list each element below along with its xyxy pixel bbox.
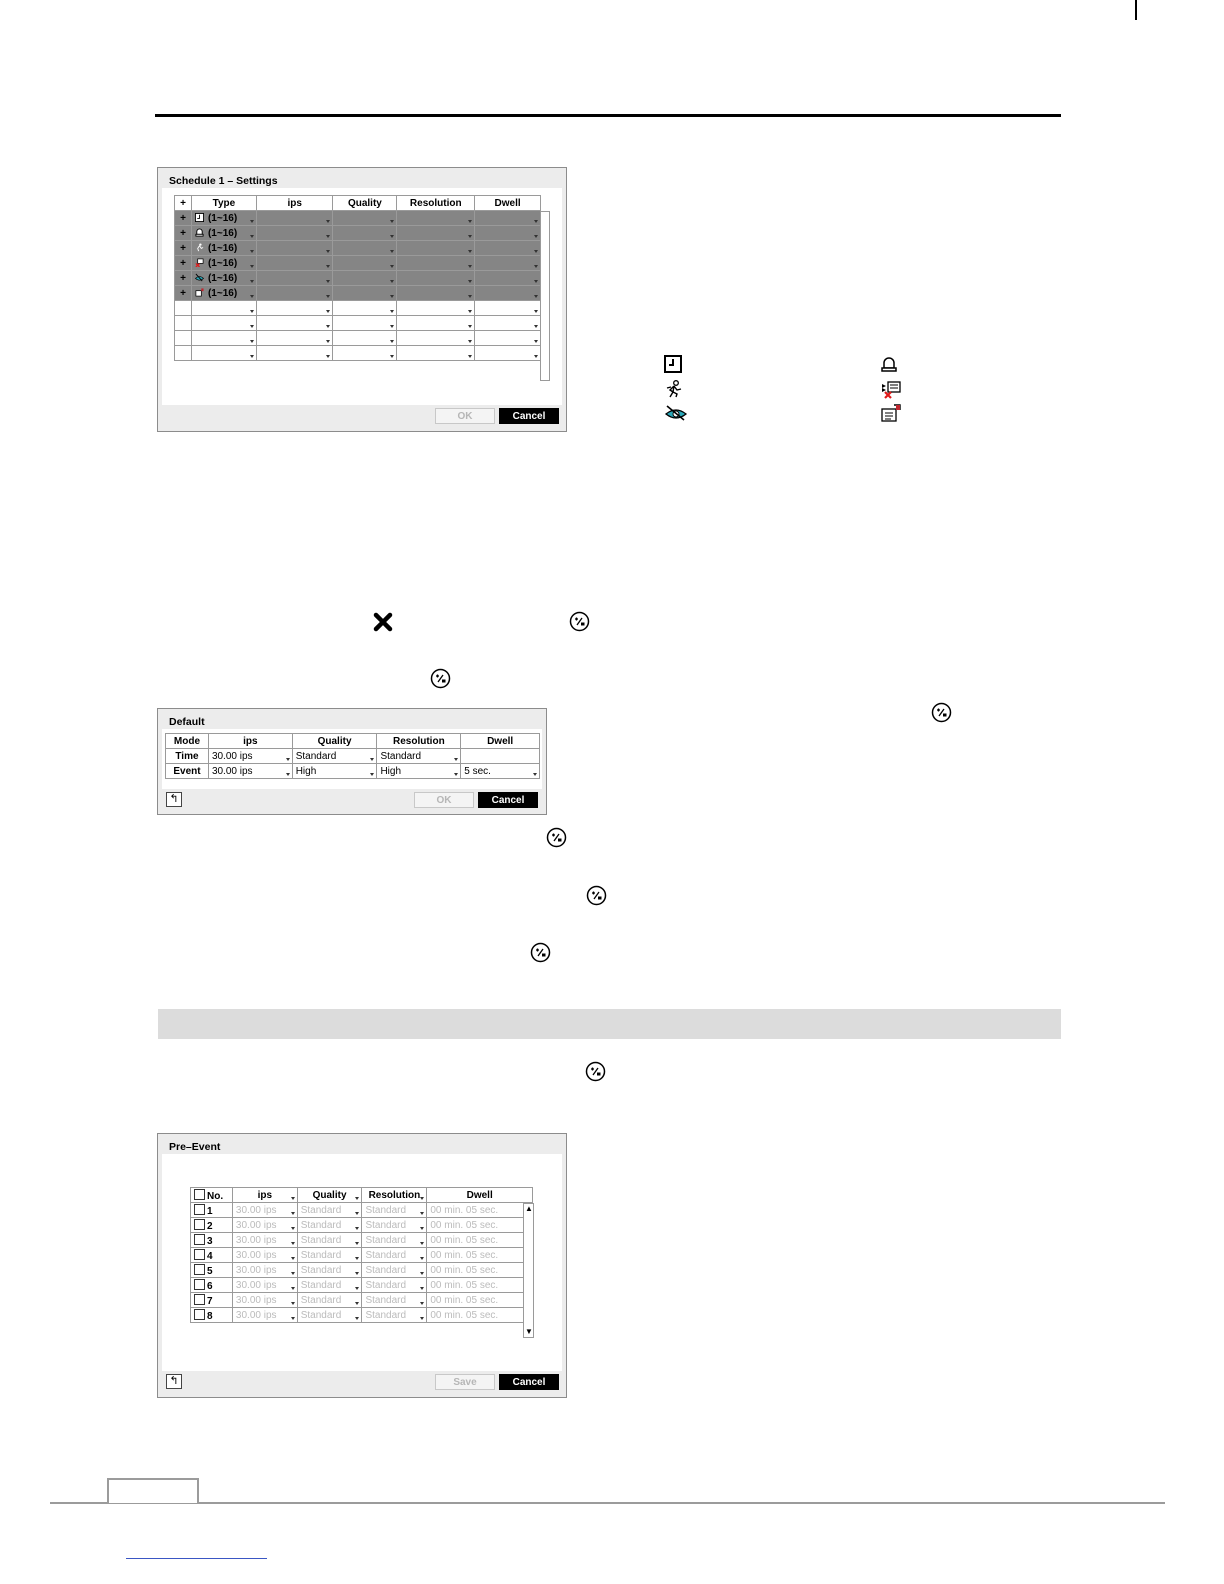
type-cell[interactable]: (1~16) bbox=[191, 271, 256, 286]
resolution-dropdown[interactable] bbox=[397, 241, 475, 256]
table-row[interactable] bbox=[175, 211, 541, 226]
col-header-no[interactable]: No. bbox=[191, 1188, 233, 1203]
ips-dropdown: 30.00 ips bbox=[232, 1218, 297, 1233]
enter-button-icon bbox=[586, 885, 607, 906]
schedule-table bbox=[174, 195, 541, 361]
row-number-cell[interactable]: 1 bbox=[191, 1203, 233, 1218]
resolution-dropdown: Standard bbox=[362, 1218, 427, 1233]
row-number-cell[interactable]: 5 bbox=[191, 1263, 233, 1278]
quality-dropdown: Standard bbox=[297, 1293, 362, 1308]
dwell-dropdown[interactable] bbox=[475, 241, 541, 256]
ips-dropdown[interactable] bbox=[256, 241, 333, 256]
table-row[interactable] bbox=[191, 1233, 533, 1248]
text-in-icon bbox=[195, 288, 204, 297]
ips-dropdown: 30.00 ips bbox=[232, 1233, 297, 1248]
table-row[interactable] bbox=[191, 1218, 533, 1233]
col-header-resolution[interactable]: Resolution bbox=[362, 1188, 427, 1203]
enter-button-icon bbox=[546, 827, 567, 848]
dwell-spinner: 00 min. 05 sec. bbox=[427, 1233, 533, 1248]
table-row[interactable] bbox=[175, 271, 541, 286]
col-header-add[interactable]: + bbox=[175, 196, 192, 211]
dwell-spinner: 00 min. 05 sec. bbox=[427, 1218, 533, 1233]
dwell-dropdown[interactable] bbox=[475, 256, 541, 271]
resolution-dropdown[interactable] bbox=[397, 226, 475, 241]
quality-dropdown: Standard bbox=[297, 1233, 362, 1248]
quality-dropdown[interactable] bbox=[333, 271, 397, 286]
table-row bbox=[166, 749, 540, 764]
tamper-eye-icon bbox=[195, 273, 204, 282]
table-row[interactable] bbox=[175, 226, 541, 241]
ips-dropdown: 30.00 ips bbox=[232, 1263, 297, 1278]
quality-dropdown: Standard bbox=[297, 1263, 362, 1278]
col-header-dwell[interactable]: Dwell bbox=[427, 1188, 533, 1203]
dwell-dropdown bbox=[461, 749, 540, 764]
dialog-title: Schedule 1 – Settings bbox=[169, 175, 278, 187]
quality-dropdown: Standard bbox=[297, 1308, 362, 1323]
alarm-bell-icon bbox=[195, 228, 204, 237]
table-row[interactable] bbox=[191, 1263, 533, 1278]
quality-dropdown[interactable]: High bbox=[292, 764, 377, 779]
select-all-checkbox[interactable] bbox=[194, 1189, 205, 1200]
resolution-dropdown: Standard bbox=[362, 1203, 427, 1218]
dwell-spinner: 00 min. 05 sec. bbox=[427, 1278, 533, 1293]
col-header-resolution: Resolution bbox=[377, 734, 461, 749]
table-row[interactable] bbox=[191, 1248, 533, 1263]
row-number-cell[interactable]: 6 bbox=[191, 1278, 233, 1293]
col-header-ips: ips bbox=[256, 196, 333, 211]
video-loss-icon bbox=[880, 380, 902, 400]
motion-icon bbox=[664, 380, 684, 398]
default-table bbox=[165, 733, 540, 779]
row-checkbox[interactable] bbox=[194, 1204, 205, 1215]
row-checkbox[interactable] bbox=[194, 1309, 205, 1320]
header-corner-line bbox=[1135, 0, 1137, 20]
footer-link-underline[interactable] bbox=[126, 1558, 267, 1559]
save-button[interactable]: Save bbox=[435, 1374, 495, 1390]
empty-row bbox=[175, 316, 541, 331]
type-cell[interactable]: (1~16) bbox=[191, 286, 256, 301]
dwell-dropdown[interactable] bbox=[475, 226, 541, 241]
resolution-dropdown[interactable] bbox=[397, 286, 475, 301]
resolution-dropdown[interactable] bbox=[397, 271, 475, 286]
dwell-dropdown[interactable] bbox=[475, 286, 541, 301]
col-header-quality: Quality bbox=[333, 196, 397, 211]
cancel-button[interactable]: Cancel bbox=[478, 792, 538, 808]
type-cell[interactable]: (1~16) bbox=[191, 226, 256, 241]
resolution-dropdown: Standard bbox=[362, 1293, 427, 1308]
dwell-spinner: 00 min. 05 sec. bbox=[427, 1308, 533, 1323]
table-row[interactable] bbox=[191, 1278, 533, 1293]
dialog-title: Default bbox=[169, 716, 205, 728]
back-button[interactable]: ↰ bbox=[166, 792, 182, 807]
dwell-spinner: 00 min. 05 sec. bbox=[427, 1248, 533, 1263]
ips-dropdown[interactable] bbox=[256, 226, 333, 241]
expand-button[interactable]: + bbox=[175, 256, 192, 271]
table-row[interactable] bbox=[175, 241, 541, 256]
scrollbar[interactable] bbox=[540, 211, 550, 381]
quality-dropdown[interactable] bbox=[333, 286, 397, 301]
row-number-cell[interactable]: 2 bbox=[191, 1218, 233, 1233]
cancel-button[interactable]: Cancel bbox=[499, 408, 559, 424]
enter-button-icon bbox=[530, 942, 551, 963]
table-row[interactable] bbox=[191, 1203, 533, 1218]
page-number-tab bbox=[107, 1478, 199, 1503]
expand-button[interactable]: + bbox=[175, 241, 192, 256]
quality-dropdown[interactable] bbox=[333, 211, 397, 226]
mode-label: Time bbox=[166, 749, 209, 764]
scroll-up-arrow-icon[interactable]: ▲ bbox=[525, 1204, 533, 1213]
ips-dropdown[interactable] bbox=[256, 271, 333, 286]
row-number-cell[interactable]: 3 bbox=[191, 1233, 233, 1248]
empty-row bbox=[175, 331, 541, 346]
pre-event-table bbox=[190, 1187, 533, 1323]
row-checkbox[interactable] bbox=[194, 1249, 205, 1260]
col-header-dwell: Dwell bbox=[475, 196, 541, 211]
resolution-dropdown: Standard bbox=[362, 1308, 427, 1323]
row-checkbox[interactable] bbox=[194, 1219, 205, 1230]
expand-button[interactable]: + bbox=[175, 226, 192, 241]
dwell-spinner: 00 min. 05 sec. bbox=[427, 1293, 533, 1308]
enter-button-icon bbox=[569, 611, 590, 632]
ok-button[interactable]: OK bbox=[435, 408, 495, 424]
resolution-dropdown: Standard bbox=[362, 1278, 427, 1293]
table-row[interactable] bbox=[191, 1293, 533, 1308]
ips-dropdown: 30.00 ips bbox=[232, 1248, 297, 1263]
row-checkbox[interactable] bbox=[194, 1279, 205, 1290]
resolution-dropdown: Standard bbox=[362, 1263, 427, 1278]
ips-dropdown: 30.00 ips bbox=[232, 1293, 297, 1308]
row-number-cell[interactable]: 8 bbox=[191, 1308, 233, 1323]
ok-button[interactable]: OK bbox=[414, 792, 474, 808]
dwell-spinner: 00 min. 05 sec. bbox=[427, 1263, 533, 1278]
ips-dropdown[interactable] bbox=[256, 211, 333, 226]
motion-icon bbox=[195, 243, 204, 252]
default-dialog bbox=[157, 708, 547, 815]
empty-row bbox=[175, 346, 541, 361]
ips-dropdown: 30.00 ips bbox=[232, 1308, 297, 1323]
ips-dropdown[interactable] bbox=[256, 256, 333, 271]
table-row[interactable] bbox=[175, 256, 541, 271]
resolution-dropdown[interactable]: High bbox=[377, 764, 461, 779]
enter-button-icon bbox=[430, 668, 451, 689]
resolution-dropdown[interactable]: Standard bbox=[377, 749, 461, 764]
col-header-quality[interactable]: Quality bbox=[297, 1188, 362, 1203]
text-in-icon bbox=[880, 404, 902, 422]
col-header-ips: ips bbox=[208, 734, 292, 749]
time-icon bbox=[195, 213, 204, 222]
table-row[interactable] bbox=[175, 286, 541, 301]
ips-dropdown: 30.00 ips bbox=[232, 1203, 297, 1218]
expand-button[interactable]: + bbox=[175, 271, 192, 286]
time-icon bbox=[664, 355, 682, 373]
expand-button[interactable]: + bbox=[175, 286, 192, 301]
video-loss-icon bbox=[195, 258, 204, 267]
scrollbar[interactable] bbox=[523, 1203, 534, 1338]
col-header-dwell: Dwell bbox=[461, 734, 540, 749]
enter-button-icon bbox=[931, 702, 952, 723]
close-x-icon bbox=[373, 612, 393, 632]
back-button[interactable]: ↰ bbox=[166, 1374, 182, 1389]
col-header-type: Type bbox=[191, 196, 256, 211]
quality-dropdown[interactable] bbox=[333, 226, 397, 241]
schedule-settings-dialog bbox=[157, 167, 567, 432]
row-checkbox[interactable] bbox=[194, 1234, 205, 1245]
ips-dropdown[interactable] bbox=[256, 286, 333, 301]
mode-label: Event bbox=[166, 764, 209, 779]
ips-dropdown: 30.00 ips bbox=[232, 1278, 297, 1293]
quality-dropdown[interactable] bbox=[333, 241, 397, 256]
section-heading-bar bbox=[158, 1009, 1061, 1039]
quality-dropdown: Standard bbox=[297, 1218, 362, 1233]
cancel-button[interactable]: Cancel bbox=[499, 1374, 559, 1390]
quality-dropdown: Standard bbox=[297, 1278, 362, 1293]
table-row bbox=[166, 764, 540, 779]
quality-dropdown: Standard bbox=[297, 1248, 362, 1263]
resolution-dropdown: Standard bbox=[362, 1233, 427, 1248]
resolution-dropdown[interactable] bbox=[397, 211, 475, 226]
dwell-dropdown[interactable]: 5 sec. bbox=[461, 764, 540, 779]
enter-button-icon bbox=[585, 1061, 606, 1082]
quality-dropdown: Standard bbox=[297, 1203, 362, 1218]
col-header-mode: Mode bbox=[166, 734, 209, 749]
type-cell[interactable]: (1~16) bbox=[191, 211, 256, 226]
row-checkbox[interactable] bbox=[194, 1294, 205, 1305]
ips-dropdown[interactable]: 30.00 ips bbox=[208, 749, 292, 764]
quality-dropdown[interactable] bbox=[333, 256, 397, 271]
row-number-cell[interactable]: 7 bbox=[191, 1293, 233, 1308]
alarm-bell-icon bbox=[880, 356, 898, 373]
footer-rule bbox=[50, 1502, 1165, 1504]
col-header-quality: Quality bbox=[292, 734, 377, 749]
row-checkbox[interactable] bbox=[194, 1264, 205, 1275]
empty-row bbox=[175, 301, 541, 316]
ips-dropdown[interactable]: 30.00 ips bbox=[208, 764, 292, 779]
pre-event-dialog bbox=[157, 1133, 567, 1398]
dwell-dropdown[interactable] bbox=[475, 211, 541, 226]
type-cell[interactable]: (1~16) bbox=[191, 256, 256, 271]
dwell-dropdown[interactable] bbox=[475, 271, 541, 286]
col-header-resolution: Resolution bbox=[397, 196, 475, 211]
tamper-eye-icon bbox=[664, 404, 688, 422]
table-row[interactable] bbox=[191, 1308, 533, 1323]
type-cell[interactable]: (1~16) bbox=[191, 241, 256, 256]
dialog-title: Pre–Event bbox=[169, 1141, 221, 1153]
resolution-dropdown[interactable] bbox=[397, 256, 475, 271]
scroll-down-arrow-icon[interactable]: ▼ bbox=[525, 1327, 533, 1336]
quality-dropdown[interactable]: Standard bbox=[292, 749, 377, 764]
expand-button[interactable]: + bbox=[175, 211, 192, 226]
resolution-dropdown: Standard bbox=[362, 1248, 427, 1263]
dwell-spinner: 00 min. 05 sec. bbox=[427, 1203, 533, 1218]
row-number-cell[interactable]: 4 bbox=[191, 1248, 233, 1263]
col-header-ips[interactable]: ips bbox=[232, 1188, 297, 1203]
header-rule bbox=[155, 114, 1061, 117]
